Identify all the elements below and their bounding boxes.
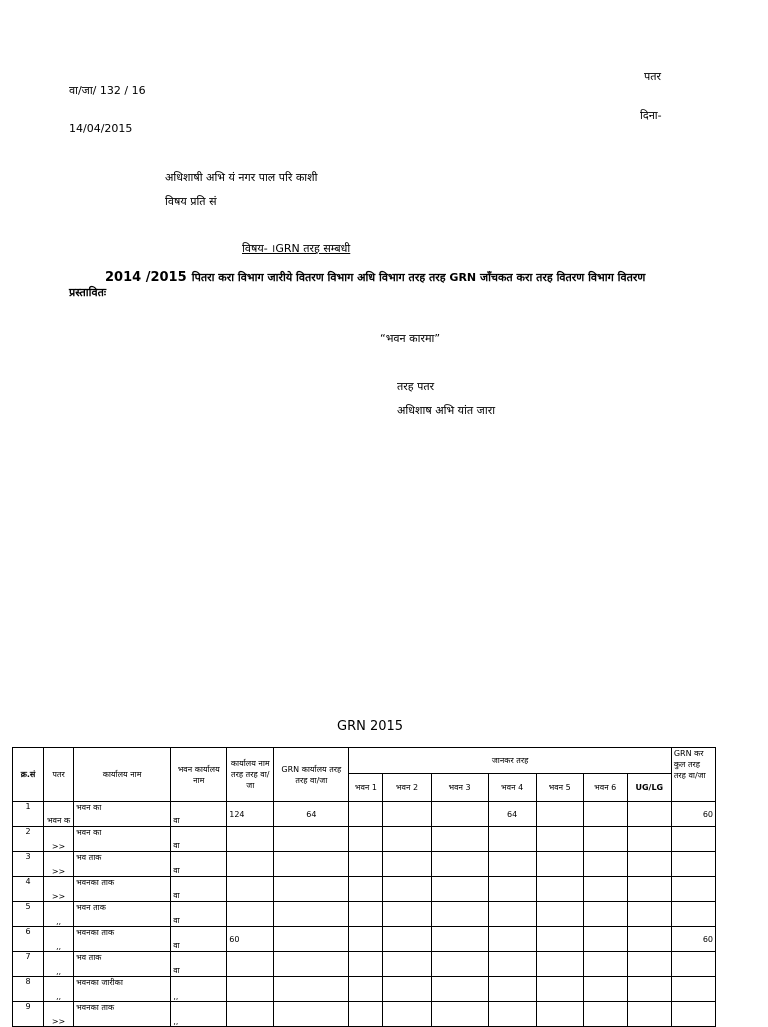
header-sub-6: भवन 6 bbox=[583, 774, 627, 802]
cell-serial: 3 bbox=[13, 852, 44, 877]
cell-sub-2 bbox=[383, 877, 431, 902]
label-no: पतर bbox=[644, 70, 662, 83]
header-sub-ug-lg: UG/LG bbox=[627, 774, 671, 802]
cell-last bbox=[671, 1002, 715, 1027]
cell-sub-ug-lg bbox=[627, 977, 671, 1002]
cell-col-4: वा bbox=[171, 877, 227, 902]
cell-sub-1 bbox=[349, 902, 383, 927]
cell-sub-1 bbox=[349, 802, 383, 827]
cell-sub-6 bbox=[583, 902, 627, 927]
table-row bbox=[13, 877, 716, 902]
cell-col-6 bbox=[274, 827, 349, 852]
cell-serial: 8 bbox=[13, 977, 44, 1002]
cell-sub-3 bbox=[431, 802, 488, 827]
cell-col-5 bbox=[227, 952, 274, 977]
cell-col-5 bbox=[227, 827, 274, 852]
table-row bbox=[13, 802, 716, 827]
cell-col-6 bbox=[274, 1002, 349, 1027]
table-row bbox=[13, 927, 716, 952]
cell-sub-3 bbox=[431, 852, 488, 877]
table-row bbox=[13, 952, 716, 977]
label-date: दिना- bbox=[640, 109, 662, 122]
cell-sub-5 bbox=[536, 902, 583, 927]
cell-col-2: >> bbox=[44, 827, 74, 852]
reference-number: वा/जा/ 132 / 16 bbox=[69, 84, 146, 97]
cell-col-3: भवनका जारीका bbox=[74, 977, 171, 1002]
cell-col-6 bbox=[274, 952, 349, 977]
table-title: GRN 2015 bbox=[337, 719, 404, 734]
header-serial-number: क्र.सं bbox=[13, 748, 44, 802]
cell-col-2: ‚‚ bbox=[44, 952, 74, 977]
signature-line-1: तरह पतर bbox=[397, 380, 435, 393]
table-row bbox=[13, 1002, 716, 1027]
cell-sub-6 bbox=[583, 952, 627, 977]
cell-sub-5 bbox=[536, 1002, 583, 1027]
cell-sub-6 bbox=[583, 927, 627, 952]
header-col-3: कार्यालय नाम bbox=[74, 748, 171, 802]
cell-sub-1 bbox=[349, 827, 383, 852]
header-sub-3: भवन 3 bbox=[431, 774, 488, 802]
cell-sub-6 bbox=[583, 877, 627, 902]
header-sub-4: भवन 4 bbox=[488, 774, 536, 802]
cell-sub-6 bbox=[583, 852, 627, 877]
addressee-line-1: अधिशाषी अभि यं नगर पाल परि काशी bbox=[165, 171, 318, 184]
signature-line-2: अधिशाष अभि यांत जारा bbox=[397, 404, 496, 417]
cell-sub-ug-lg bbox=[627, 1002, 671, 1027]
cell-col-2: >> bbox=[44, 852, 74, 877]
cell-col-5: 60 bbox=[227, 927, 274, 952]
body-text-continued: प्रस्तावितः bbox=[69, 286, 107, 299]
cell-sub-5 bbox=[536, 827, 583, 852]
header-sub-2: भवन 2 bbox=[383, 774, 431, 802]
cell-col-3: भवनका ताक bbox=[74, 1002, 171, 1027]
cell-serial: 5 bbox=[13, 902, 44, 927]
cell-serial: 7 bbox=[13, 952, 44, 977]
cell-sub-2 bbox=[383, 902, 431, 927]
cell-col-4: वा bbox=[171, 902, 227, 927]
cell-sub-5 bbox=[536, 977, 583, 1002]
letter-date: 14/04/2015 bbox=[69, 122, 133, 135]
cell-sub-2 bbox=[383, 952, 431, 977]
cell-sub-1 bbox=[349, 927, 383, 952]
cell-serial: 1 bbox=[13, 802, 44, 827]
cell-sub-5 bbox=[536, 952, 583, 977]
header-group: जानकर तरह bbox=[349, 748, 671, 774]
cell-sub-6 bbox=[583, 1002, 627, 1027]
header-last: GRN कर कुल तरह तरह वा/जा bbox=[671, 748, 715, 802]
cell-sub-ug-lg bbox=[627, 877, 671, 902]
cell-sub-3 bbox=[431, 952, 488, 977]
cell-col-2: भवन क bbox=[44, 802, 74, 827]
cell-col-5 bbox=[227, 1002, 274, 1027]
cell-sub-3 bbox=[431, 827, 488, 852]
cell-sub-ug-lg bbox=[627, 927, 671, 952]
cell-sub-5 bbox=[536, 852, 583, 877]
cell-sub-6 bbox=[583, 802, 627, 827]
cell-sub-3 bbox=[431, 977, 488, 1002]
cell-sub-1 bbox=[349, 852, 383, 877]
cell-col-6 bbox=[274, 977, 349, 1002]
cell-sub-2 bbox=[383, 1002, 431, 1027]
cell-serial: 9 bbox=[13, 1002, 44, 1027]
cell-col-3: भवनका ताक bbox=[74, 927, 171, 952]
cell-serial: 4 bbox=[13, 877, 44, 902]
cell-sub-4 bbox=[488, 827, 536, 852]
cell-last bbox=[671, 902, 715, 927]
cell-col-3: भवनका ताक bbox=[74, 877, 171, 902]
cell-sub-2 bbox=[383, 977, 431, 1002]
cell-sub-3 bbox=[431, 902, 488, 927]
cell-sub-1 bbox=[349, 952, 383, 977]
table-row bbox=[13, 977, 716, 1002]
table-row bbox=[13, 827, 716, 852]
cell-col-3: भवन का bbox=[74, 827, 171, 852]
cell-sub-4 bbox=[488, 977, 536, 1002]
cell-col-3: भवन का bbox=[74, 802, 171, 827]
cell-last bbox=[671, 877, 715, 902]
cell-last bbox=[671, 827, 715, 852]
cell-sub-5 bbox=[536, 927, 583, 952]
closing-phrase: “भवन कारमा” bbox=[380, 332, 441, 345]
cell-col-5 bbox=[227, 877, 274, 902]
body-paragraph bbox=[105, 266, 645, 285]
cell-sub-4 bbox=[488, 852, 536, 877]
cell-col-2: ‚‚ bbox=[44, 902, 74, 927]
cell-sub-5 bbox=[536, 802, 583, 827]
grn-table bbox=[12, 747, 716, 1027]
cell-sub-4 bbox=[488, 1002, 536, 1027]
cell-serial: 2 bbox=[13, 827, 44, 852]
cell-last: 60 bbox=[671, 802, 715, 827]
cell-col-3: भवन ताक bbox=[74, 902, 171, 927]
cell-col-4: ‚‚ bbox=[171, 1002, 227, 1027]
cell-col-6 bbox=[274, 852, 349, 877]
cell-col-5: 124 bbox=[227, 802, 274, 827]
cell-col-3: भव ताक bbox=[74, 852, 171, 877]
cell-col-5 bbox=[227, 902, 274, 927]
cell-col-2: >> bbox=[44, 877, 74, 902]
cell-col-4: वा bbox=[171, 827, 227, 852]
table-row bbox=[13, 852, 716, 877]
header-col-2: पतर bbox=[44, 748, 74, 802]
cell-col-4: वा bbox=[171, 852, 227, 877]
cell-col-2: >> bbox=[44, 1002, 74, 1027]
cell-sub-2 bbox=[383, 927, 431, 952]
cell-sub-3 bbox=[431, 1002, 488, 1027]
cell-sub-3 bbox=[431, 927, 488, 952]
cell-sub-5 bbox=[536, 877, 583, 902]
cell-col-6 bbox=[274, 877, 349, 902]
cell-sub-6 bbox=[583, 827, 627, 852]
cell-sub-4: 64 bbox=[488, 802, 536, 827]
cell-sub-1 bbox=[349, 977, 383, 1002]
header-col-5: कार्यालय नाम तरह तरह वा/जा bbox=[227, 748, 274, 802]
cell-sub-6 bbox=[583, 977, 627, 1002]
cell-col-4: वा bbox=[171, 952, 227, 977]
cell-col-2: ‚‚ bbox=[44, 927, 74, 952]
body-text: पितरा करा विभाग जारीये वितरण विभाग अधि विभाग तरह तरह GRN जाँचकत करा तरह वितरण विभाग वितरण bbox=[191, 271, 646, 284]
cell-serial: 6 bbox=[13, 927, 44, 952]
cell-sub-4 bbox=[488, 952, 536, 977]
cell-sub-ug-lg bbox=[627, 827, 671, 852]
cell-sub-ug-lg bbox=[627, 902, 671, 927]
cell-col-2: ‚‚ bbox=[44, 977, 74, 1002]
cell-sub-1 bbox=[349, 877, 383, 902]
cell-col-6 bbox=[274, 927, 349, 952]
cell-col-6 bbox=[274, 902, 349, 927]
header-col-4: भवन कार्यालय नाम bbox=[171, 748, 227, 802]
cell-sub-ug-lg bbox=[627, 802, 671, 827]
cell-sub-ug-lg bbox=[627, 852, 671, 877]
cell-sub-4 bbox=[488, 902, 536, 927]
header-sub-1: भवन 1 bbox=[349, 774, 383, 802]
subject-line: विषय- ।GRN तरह सम्बधी bbox=[242, 242, 351, 255]
table-row bbox=[13, 902, 716, 927]
cell-sub-2 bbox=[383, 852, 431, 877]
addressee-line-2: विषय प्रति सं bbox=[165, 195, 217, 208]
cell-sub-2 bbox=[383, 802, 431, 827]
header-sub-5: भवन 5 bbox=[536, 774, 583, 802]
cell-last: 60 bbox=[671, 927, 715, 952]
cell-sub-ug-lg bbox=[627, 952, 671, 977]
cell-last bbox=[671, 977, 715, 1002]
cell-sub-3 bbox=[431, 877, 488, 902]
cell-col-5 bbox=[227, 852, 274, 877]
cell-last bbox=[671, 852, 715, 877]
cell-last bbox=[671, 952, 715, 977]
cell-col-3: भव ताक bbox=[74, 952, 171, 977]
body-year: 2014 /2015 bbox=[105, 270, 187, 285]
header-col-6: GRN कार्यालय तरह तरह वा/जा bbox=[274, 748, 349, 802]
cell-col-4: वा bbox=[171, 802, 227, 827]
cell-col-5 bbox=[227, 977, 274, 1002]
cell-sub-1 bbox=[349, 1002, 383, 1027]
cell-sub-4 bbox=[488, 877, 536, 902]
cell-col-6: 64 bbox=[274, 802, 349, 827]
cell-col-4: ‚‚ bbox=[171, 977, 227, 1002]
cell-sub-2 bbox=[383, 827, 431, 852]
cell-sub-4 bbox=[488, 927, 536, 952]
cell-col-4: वा bbox=[171, 927, 227, 952]
